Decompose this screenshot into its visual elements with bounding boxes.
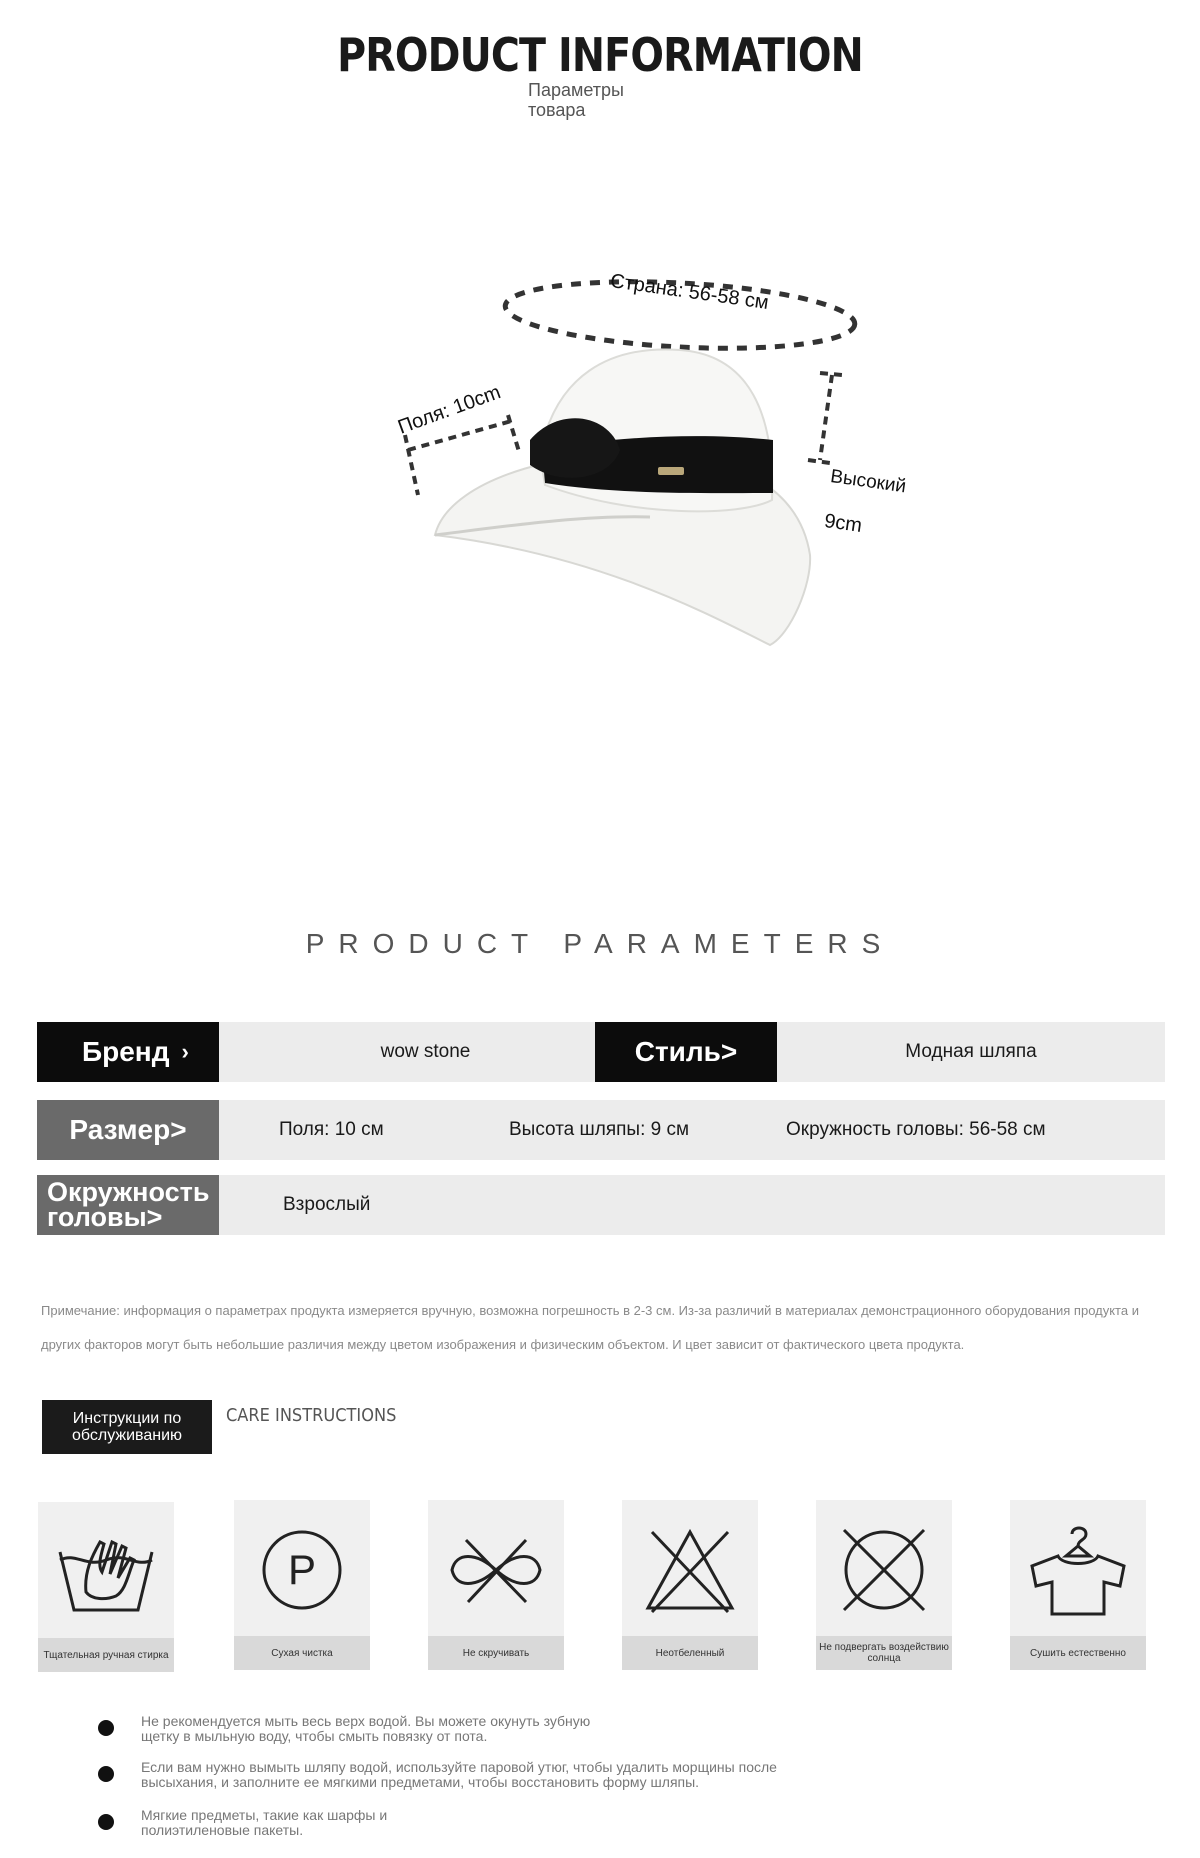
care-label-en: CARE INSTRUCTIONS xyxy=(226,1405,397,1426)
page-title: PRODUCT INFORMATION xyxy=(337,28,863,82)
bullet-dot xyxy=(98,1720,114,1736)
size-label: Размер> xyxy=(37,1100,219,1160)
bullet-dot xyxy=(98,1766,114,1782)
brand-value: wow stone xyxy=(380,1041,471,1062)
hat-height-value: Высота шляпы: 9 см xyxy=(509,1119,690,1140)
no-sun-icon xyxy=(834,1520,934,1620)
care-caption: Сушить естественно xyxy=(1010,1636,1146,1670)
style-value: Модная шляпа xyxy=(905,1041,1037,1062)
audience-value: Взрослый xyxy=(283,1194,371,1215)
care-card-no-bleach xyxy=(622,1500,758,1670)
do-not-wring-icon xyxy=(446,1520,546,1620)
do-not-bleach-icon xyxy=(640,1520,740,1620)
circumference-label: Страна: 56-58 см xyxy=(608,270,771,314)
brim-size-value: Поля: 10 см xyxy=(279,1119,384,1140)
brim-label: Поля: 10cm xyxy=(395,381,504,439)
page-subtitle: Параметры товара xyxy=(528,80,624,120)
bullet-dot xyxy=(98,1814,114,1830)
hand-wash-icon xyxy=(56,1522,156,1622)
care-caption: Сухая чистка xyxy=(234,1636,370,1670)
care-card-dry-clean xyxy=(234,1500,370,1670)
params-title: PRODUCT PARAMETERS xyxy=(305,928,895,959)
param-row-size xyxy=(37,1100,1165,1160)
care-card-hang-dry xyxy=(1010,1500,1146,1670)
care-caption: Не подвергать воздействию солнца xyxy=(816,1636,952,1670)
care-tip: Если вам нужно вымыть шляпу водой, используйте паровой утюг, чтобы удалить морщины после высыхания, и заполните ее мягкими предметами, чтобы восстановить форму шляпы. xyxy=(141,1759,777,1790)
care-tip: Мягкие предметы, такие как шарфы и полиэтиленовые пакеты. xyxy=(141,1807,388,1838)
param-row-circumference xyxy=(37,1175,1165,1235)
care-caption: Неотбеленный xyxy=(622,1636,758,1670)
care-caption: Тщательная ручная стирка xyxy=(38,1638,174,1672)
care-card-no-wring xyxy=(428,1500,564,1670)
dry-clean-icon xyxy=(252,1520,352,1620)
head-circumference-value: Окружность головы: 56-58 см xyxy=(786,1119,1046,1140)
height-value: 9cm xyxy=(822,510,864,538)
param-row-brand xyxy=(37,1022,1165,1082)
chevron-right-icon: › xyxy=(181,1039,189,1064)
style-label: Стиль> xyxy=(595,1022,777,1082)
care-label-ru: Инструкции по обслуживанию xyxy=(42,1400,212,1454)
care-caption: Не скручивать xyxy=(428,1636,564,1670)
svg-text:P: P xyxy=(287,1546,317,1593)
brand-label: Бренд › xyxy=(37,1022,219,1082)
height-dimension-line xyxy=(808,373,842,463)
hat-badge xyxy=(658,467,684,475)
hang-dry-icon xyxy=(1028,1520,1128,1620)
hat-illustration xyxy=(380,255,920,675)
measurement-note: Примечание: информация о параметрах продукта измеряется вручную, возможна погрешность в 2-3 см. Из-за различий в материалах демонстрационного оборудования продукта и других факторов могут быть небольшие различия между цветом изображения и физическим объектом. И цвет зависит от фактического цвета продукта. xyxy=(41,1303,1139,1352)
care-tip: Не рекомендуется мыть весь верх водой. Вы можете окунуть зубную щетку в мыльную воду, чтобы смыть повязку от пота. xyxy=(141,1713,591,1744)
height-label: Высокий xyxy=(829,466,908,498)
circumference-param-label: Окружность головы> xyxy=(37,1175,219,1235)
care-card-no-sun xyxy=(816,1500,952,1670)
care-card-hand-wash xyxy=(38,1502,174,1672)
